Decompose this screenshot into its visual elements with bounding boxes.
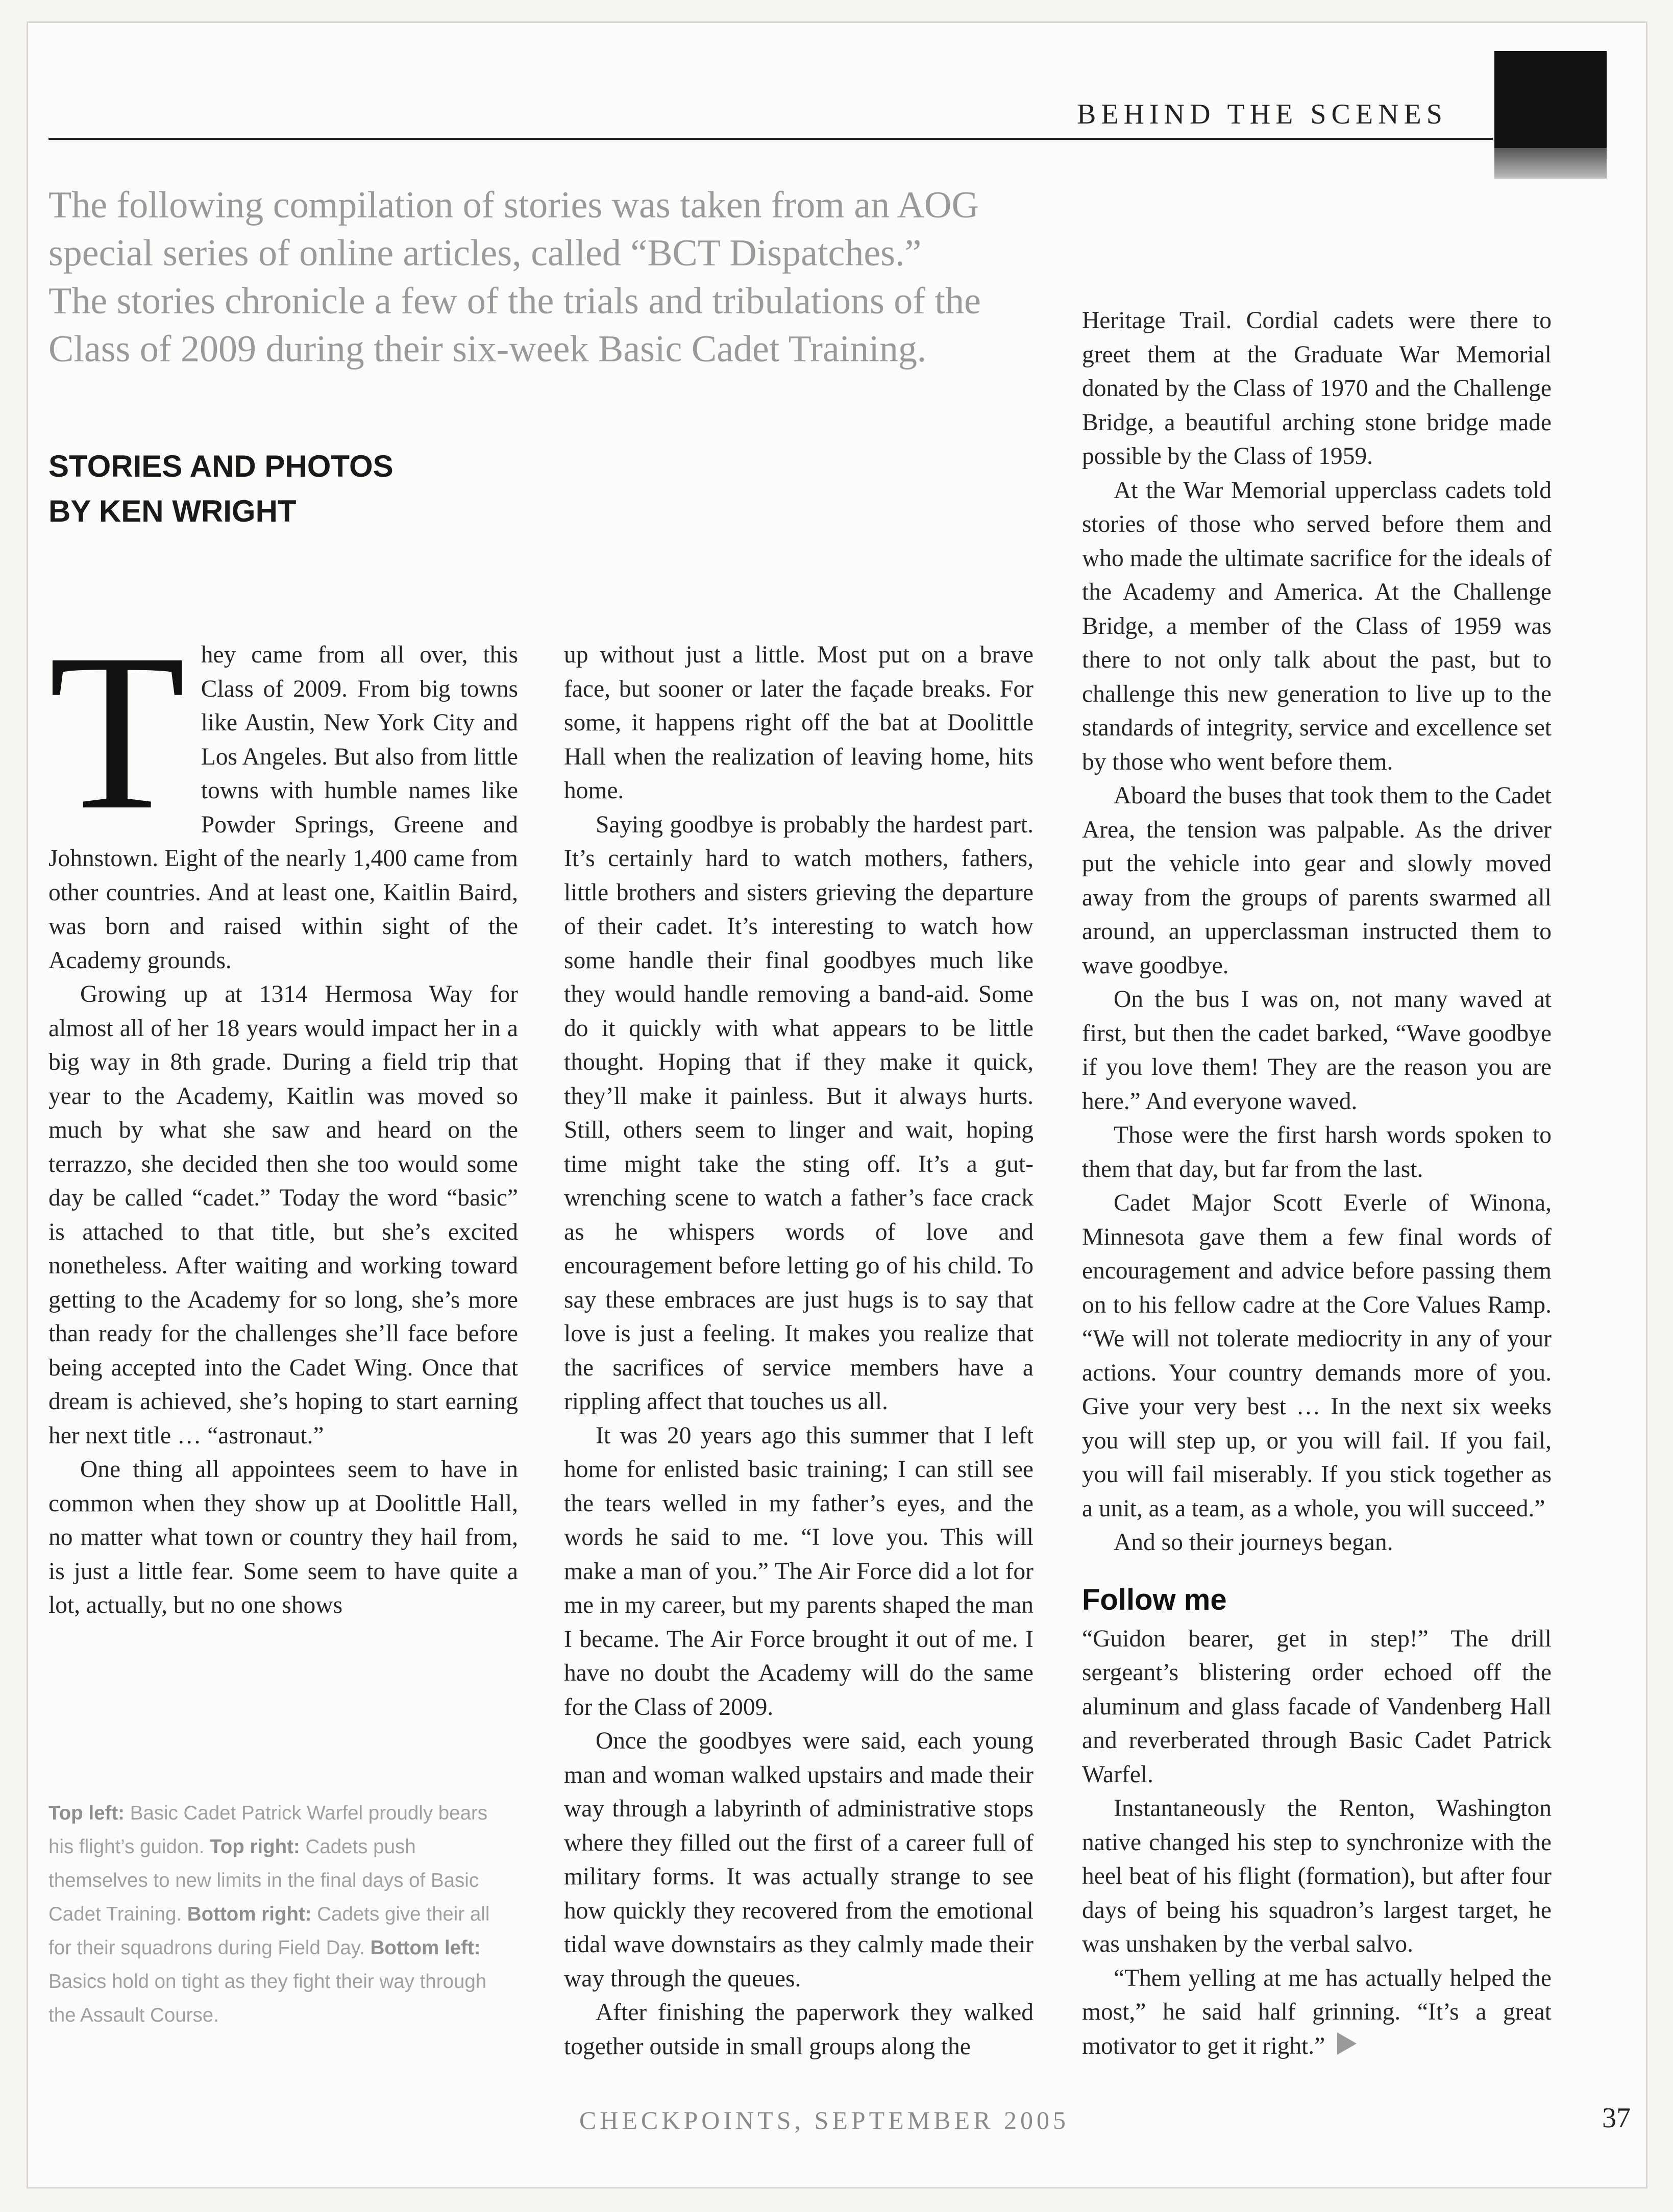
header-tab-block xyxy=(1494,51,1607,148)
byline-line-1: STORIES AND PHOTOS xyxy=(48,449,393,483)
paragraph: Growing up at 1314 Hermosa Way for almost all of her 18 years would impact her in a big way in 8th grade. During a field trip that year to the Academy, Kaitlin was moved so much by what she saw and heard on the terrazzo, she decided then she too would some day be called “cadet.” Today the word “basic” is attached to that title, but she’s excited nonetheless. After waiting and working toward getting to the Academy for so long, she’s more than ready for the challenges she’ll face before being accepted into the Cadet Wing. Once that dream is achieved, she’s hoping to start earning her next title … “astronaut.” xyxy=(48,981,518,1449)
paragraph xyxy=(1082,1961,1552,2063)
photo-caption xyxy=(48,1797,493,2032)
caption-label: Bottom left: xyxy=(370,1937,481,1959)
header-tab-gradient xyxy=(1494,148,1607,179)
caption-text: Cadets give their all for their squadrons during Field Day. xyxy=(48,1903,490,1959)
intro-paragraph: The following compilation of stories was taken from an AOG special series of online articles, called “BCT Dispatches.” The stories chronicle a few of the trials and tribulations of the Class of 2009 during their six-week Basic Cadet Training. xyxy=(48,184,981,370)
paragraph: Those were the first harsh words spoken to them that day, but far from the last. xyxy=(1082,1122,1552,1183)
caption-text: Basic Cadet Patrick Warfel proudly bears his flight’s guidon. xyxy=(48,1802,488,1858)
section-header: BEHIND THE SCENES xyxy=(1077,99,1447,130)
drop-cap: T xyxy=(48,608,186,856)
paragraph: Once the goodbyes were said, each young man and woman walked upstairs and made their way through a labyrinth of administrative stops where they filled out the first of a career full of military forms. It was actually strange to see how quickly they recovered from the emotional tidal wave downstairs as they calmly made their way through the queues. xyxy=(564,1728,1034,1992)
subheading: Follow me xyxy=(1082,1583,1227,1616)
byline-line-2: BY KEN WRIGHT xyxy=(48,494,297,528)
paragraph: Cadet Major Scott Everle of Winona, Minnesota gave them a few final words of encouragement and advice before passing them on to his fellow cadre at the Core Values Ramp. “We will not tolerate mediocrity in any of your actions. Your country demands more of you. Give your very best … In the next six weeks you will step up, or you will fail. If you fail, you will fail miserably. If you stick together as a unit, as a team, as a whole, you will succeed.” xyxy=(1082,1190,1552,1522)
caption-label: Top right: xyxy=(210,1836,300,1858)
caption-label: Top left: xyxy=(48,1802,125,1824)
paragraph: Heritage Trail. Cordial cadets were there to greet them at the Graduate War Memorial donated by the Class of 1970 and the Challenge Bridge, a beautiful arching stone bridge made possible by the Class of 1959. xyxy=(1082,307,1552,470)
caption-label: Bottom right: xyxy=(187,1903,312,1925)
continue-triangle-icon xyxy=(1337,2032,1357,2055)
caption-text: Basics hold on tight as they fight their way through the Assault Course. xyxy=(48,1971,487,2026)
header-rule xyxy=(48,138,1493,140)
article-column-2 xyxy=(564,638,1034,2063)
paragraph: Saying goodbye is probably the hardest part. It’s certainly hard to watch mothers, fathers, little brothers and sisters grieving the departure of their cadet. It’s interesting to watch how some handle their final goodbyes much like they would handle removing a band-aid. Some do it quickly with what appears to be little thought. Hoping that if they make it quick, they’ll make it painless. But it always hurts. Still, others seem to linger and wait, hoping time might take the sting off. It’s a gut-wrenching scene to watch a father’s face crack as he whispers words of love and encouragement before letting go of his child. To say these embraces are just hugs is to say that love is just a feeling. It makes you realize that the sacrifices of service members have a rippling affect that touches us all. xyxy=(564,811,1034,1415)
article-column-3 xyxy=(1082,304,1552,2063)
paragraph: up without just a little. Most put on a brave face, but sooner or later the façade breaks. For some, it happens right off the bat at Doolittle Hall when the realization of leaving home, hits home. xyxy=(564,642,1034,804)
paragraph: Aboard the buses that took them to the Cadet Area, the tension was palpable. As the driver put the vehicle into gear and slowly moved away from the groups of parents swarmed all around, an upperclassman instructed them to wave goodbye. xyxy=(1082,782,1552,979)
paragraph: After finishing the paperwork they walked together outside in small groups along the xyxy=(564,1999,1034,2060)
paragraph: And so their journeys began. xyxy=(1114,1529,1393,1556)
article-column-1 xyxy=(48,608,518,1623)
paragraph: hey came from all over, this Class of 2009. From big towns like Austin, New York City and Los Angeles. But also from little towns with humble names like Powder Springs, Greene and Johnstown. Eight of the nearly 1,400 came from other countries. And at least one, Kaitlin Baird, was born and raised within sight of the Academy grounds. xyxy=(48,642,518,974)
page-number: 37 xyxy=(1602,2102,1631,2134)
paragraph: It was 20 years ago this summer that I left home for enlisted basic training; I can still see the tears welled in my father’s eyes, and the words he said to me. “I love you. This will make a man of you.” The Air Force did a lot for me in my career, but my parents shaped the man I became. The Air Force brought it out of me. I have no doubt the Academy will do the same for the Class of 2009. xyxy=(564,1422,1034,1721)
caption-text: Cadets push themselves to new limits in the final days of Basic Cadet Training. xyxy=(48,1836,479,1925)
paragraph-text: “Them yelling at me has actually helped the most,” he said half grinning. “It’s a great motivator to get it right.” xyxy=(1082,1964,1552,2059)
footer-publication: CHECKPOINTS, SEPTEMBER 2005 xyxy=(579,2106,1069,2134)
paragraph: On the bus I was on, not many waved at first, but then the cadet barked, “Wave goodbye if you love them! They are the reason you are here.” And everyone waved. xyxy=(1082,986,1552,1115)
paragraph: “Guidon bearer, get in step!” The drill sergeant’s blistering order echoed off the aluminum and glass facade of Vandenberg Hall and reverberated through Basic Cadet Patrick Warfel. xyxy=(1082,1625,1552,1788)
paragraph: Instantaneously the Renton, Washington native changed his step to synchronize with the heel beat of his flight (formation), but after four days of being his squadron’s largest target, he was unshaken by the verbal salvo. xyxy=(1082,1795,1552,1957)
byline xyxy=(48,444,559,534)
paragraph: At the War Memorial upperclass cadets told stories of those who served before them and who made the ultimate sacrifice for the ideals of the Academy and America. At the Challenge Bridge, a member of the Class of 1959 was there to not only talk about the past, but to challenge this new generation to live up to the standards of integrity, service and excellence set by those who went before them. xyxy=(1082,477,1552,775)
paragraph: One thing all appointees seem to have in common when they show up at Doolittle Hall, no matter what town or country they hail from, is just a little fear. Some seem to have quite a lot, actually, but no one shows xyxy=(48,1456,518,1618)
